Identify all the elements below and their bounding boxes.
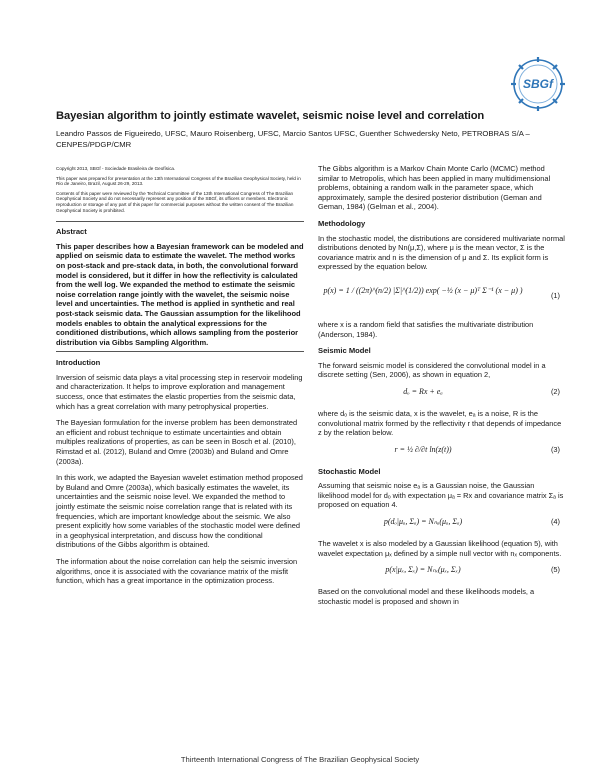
sbgf-logo-icon — [510, 56, 566, 112]
methodology-paragraph: In the stochastic model, the distributions are considered multivariate normal distributions denoted by Nn(μ,Σ), where μ is the mean vector, Σ is the covariance matrix and n is the dimension of μ and Σ. Its explicit form is expressed by the equation below. — [318, 233, 565, 272]
left-column — [56, 166, 304, 593]
abstract-text: This paper describes how a Bayesian framework can be modeled and applied on seismic data to estimate the wavelet. The method works on post-stack and pre-stack data, in both, the convolutional forward model is considered, but it differ in how the reflectivity is calculated from the well log. We expanded the method to estimate the seismic noise correlation range jointly with the wavelet, the seismic noise level and uncertainties. The method is applied in synthetic and real post-stack seismic data. The Gaussian assumption for the likelihood models enables to obtain the analytical expressions for the conditioned distributions, which allows sampling from the posterior distribution via Gibbs Sampling Algorithm. — [56, 241, 304, 347]
logo-text: SBGf — [523, 77, 553, 91]
paper-authors: Leandro Passos de Figueiredo, UFSC, Mauro Roisenberg, UFSC, Marcio Santos UFSC, Guenther Schwedersky Neto, PETROBRAS S/A – CENPES/PDGP/CMR — [56, 129, 530, 149]
intro-paragraph-2: The Bayesian formulation for the inverse problem has been demonstrated an efficient and robust technique to estimate uncertainties and obtain multiples realizations of properties, as can be seen in Bosch et al. (2010), Rimstad et al. (2012), Buland and Omre (2003b) and Buland and Omre (2003a). — [56, 418, 298, 466]
equation-5-expression: p(x|μₓ, Σₓ) = Nₙₓ(μₓ, Σₓ) — [385, 565, 461, 575]
equation-2 — [318, 387, 566, 401]
copyright-notice: Copyright 2013, SBGf - Sociedade Brasileira de Geofísica. — [56, 166, 176, 171]
equation-1 — [318, 282, 566, 310]
methodology-heading: Methodology — [318, 218, 366, 228]
equation-5-number: (5) — [550, 565, 560, 575]
seismic-model-paragraph: The forward seismic model is considered the convolutional model in a discrete setting (Sen, 2006), as shown in equation 2, — [318, 360, 546, 380]
equation-3-expression: r = ½ ∂/∂t ln(z(t)) — [394, 444, 452, 454]
intro-paragraph-4: The information about the noise correlation can help the seismic inversion algorithms, once it is associated with the covariance matrix of the misfit function, which has a great importance in the optimization process. — [56, 556, 298, 586]
paper-title: Bayesian algorithm to jointly estimate wavelet, seismic noise level and correlation — [56, 110, 485, 122]
after-eq1-paragraph: where x is a random field that satisfies the multivariate distribution (Anderson, 1984). — [318, 319, 534, 339]
equation-3-number: (3) — [550, 444, 560, 454]
gibbs-paragraph: The Gibbs algorithm is a Markov Chain Monte Carlo (MCMC) method similar to Metropolis, which has been applied in many multidimensional problems, obtaining a random walk in the parameter space, which approximately, sample the desired posterior distribution (Geman and Geman, 1984) (Gelman et al., 2004). — [318, 164, 551, 212]
equation-1-expression: p(x) = 1 / ((2π)^(n/2) |Σ|^(1/2)) exp( −½ (x − μ)ᵀ Σ⁻¹ (x − μ) ) — [323, 285, 523, 295]
wavelet-paragraph: The wavelet x is also modeled by a Gaussian likelihood (equation 5), with wavelet expectation μₓ defined by a simple null vector with nₓ components. — [318, 539, 562, 558]
page-footer: Thirteenth International Congress of The Brazilian Geophysical Society — [180, 755, 420, 764]
contents-notice: Contents of this paper were reviewed by the Technical Committee of the 13th International Congress of The Brazilian Geophysical Society and do not necessarily represent any position of the SBGf, its officers or members. Electronic reproduction or storage of any part of this paper for commercial purposes without the written consent of The Brazilian Geophysical Society is prohibited. — [56, 190, 294, 213]
equation-2-expression: dₒ = Rx + eₐ — [403, 386, 443, 396]
prepared-notice: This paper was prepared for presentation at the 13th International Congress of the Brazilian Geophysical Society, held in Rio de Janeiro, Brazil, August 26-29, 2013. — [56, 175, 301, 187]
introduction-heading: Introduction — [56, 358, 101, 368]
abstract-section — [56, 221, 304, 352]
intro-paragraph-3: In this work, we adapted the Bayesian wavelet estimation method proposed by Buland and Omre (2003a), which basically estimates the wavelet, its uncertainties and the seismic noise level. We expanded the method to jointly estimate the seismic noise correlation range that is related with its frequencies, which are important knowledge about the seismic. We also present explicitly how some variables of the stochastic model were defined in a geophysical interpretation, and discuss how the conditional distributions of the Gibbs algorithm is obtained. — [56, 473, 303, 550]
after-eq2-paragraph: where dₒ is the seismic data, x is the wavelet, eₐ is a noise, R is the convolutional matrix formed by the reflectivity r that depends of impedance z by the relation below. — [318, 408, 562, 438]
equation-4-number: (4) — [550, 517, 560, 527]
intro-paragraph-1: Inversion of seismic data plays a vital processing step in reservoir modeling and characterization. It helps to improve exploration and management success, once that estimates the elastic properties from the seismic data, which has a great correlation with many petrophysical properties. — [56, 372, 303, 411]
based-paragraph: Based on the convolutional model and these likelihoods models, a stochastic model is proposed and shown in — [318, 587, 535, 606]
right-column — [318, 164, 566, 613]
equation-3 — [318, 445, 566, 459]
equation-4-expression: p(dₒ|μₐ, Σₐ) = Nₙₐ(μₐ, Σₐ) — [383, 517, 463, 527]
seismic-model-heading: Seismic Model — [318, 346, 371, 356]
abstract-heading: Abstract — [56, 227, 87, 237]
equation-1-number: (1) — [550, 290, 560, 300]
stochastic-model-heading: Stochastic Model — [318, 466, 381, 476]
stochastic-model-paragraph: Assuming that seismic noise eₐ is a Gaussian noise, the Gaussian likelihood model for dₒ with expectation μₐ = Rx and covariance matrix Σₐ is proposed on equation 4. — [318, 481, 564, 510]
equation-5 — [318, 565, 566, 579]
equation-4 — [318, 517, 566, 531]
equation-2-number: (2) — [550, 386, 560, 396]
